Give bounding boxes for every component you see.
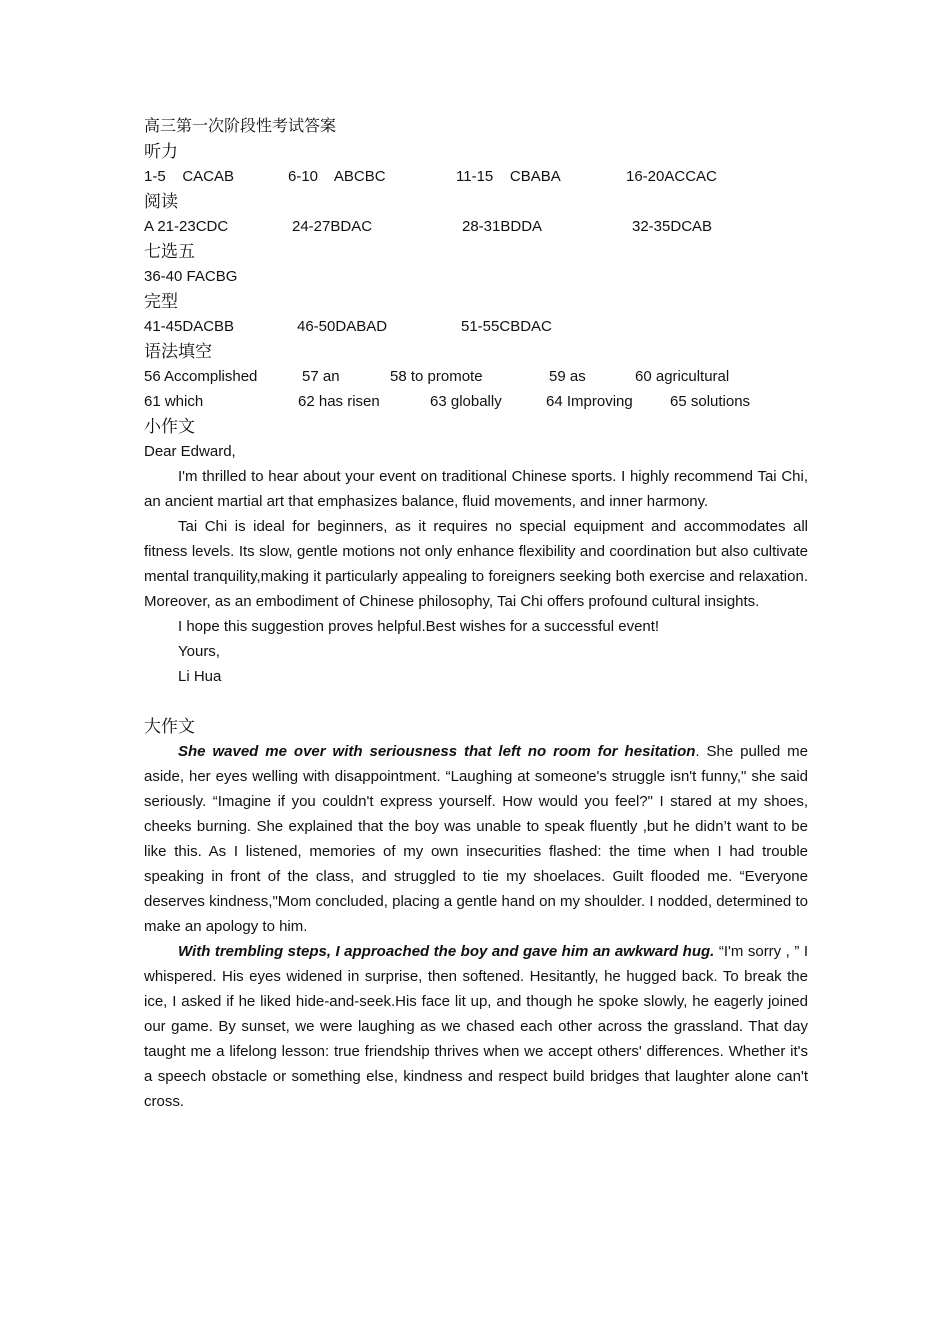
essay-paragraph-2 (144, 939, 808, 1114)
letter-paragraph-3: I hope this suggestion proves helpful.Best wishes for a successful event! (178, 618, 660, 635)
answer-row-seven-choose-five (144, 264, 808, 289)
answer-group: 32-35DCAB (632, 218, 713, 235)
answer-item: 56 Accomplished (144, 368, 258, 385)
answer-item: 61 which (144, 393, 204, 410)
answer-group: 46-50DABAD (297, 318, 388, 335)
answer-item: 58 to promote (390, 368, 483, 385)
section-heading-seven-choose-five: 七选五 (144, 242, 195, 261)
letter-paragraph-2: Tai Chi is ideal for beginners, as it requires no special equipment and accommodates all fitness levels. Its slow, gentle motions not only enhance flexibility and coordination but also cultivate mental tranquility,making it particularly appealing to foreigners seeking both exercise and relaxation. Moreover, as an embodiment of Chinese philosophy, Tai Chi offers profound cultural insights. (144, 518, 808, 610)
section-heading-long-essay: 大作文 (144, 717, 195, 736)
answer-row-listening (144, 164, 808, 189)
answer-item: 62 has risen (298, 393, 380, 410)
answer-item: 64 Improving (546, 393, 633, 410)
answer-group: 24-27BDAC (292, 218, 373, 235)
answer-row-reading (144, 214, 808, 239)
essay-paragraph-1 (144, 739, 808, 939)
page-title: 高三第一次阶段性考试答案 (144, 118, 337, 135)
essay-lead-sentence-2: With trembling steps, I approached the boy and gave him an awkward hug. (178, 943, 715, 960)
answer-item: 59 as (549, 368, 586, 385)
answer-item: 63 globally (430, 393, 502, 410)
answer-group: 1-5 CACAB (144, 168, 235, 185)
section-heading-short-essay: 小作文 (144, 417, 195, 436)
answer-group: 6-10 ABCBC (288, 168, 386, 185)
answer-group: 41-45DACBB (144, 318, 235, 335)
section-heading-listening: 听力 (144, 142, 178, 161)
answer-group: 16-20ACCAC (626, 168, 717, 185)
answer-item: 57 an (302, 368, 340, 385)
spacer (144, 689, 808, 714)
answer-group: 36-40 FACBG (144, 268, 238, 285)
answer-group: 51-55CBDAC (461, 318, 552, 335)
letter-paragraph-1: I'm thrilled to hear about your event on traditional Chinese sports. I highly recommend Tai Chi, an ancient martial art that emphasizes balance, fluid movements, and inner harmony. (144, 468, 808, 510)
section-heading-reading: 阅读 (144, 192, 178, 211)
section-heading-grammar: 语法填空 (144, 342, 212, 361)
letter-signature: Li Hua (178, 668, 222, 685)
answer-item: 60 agricultural (635, 368, 730, 385)
essay-lead-sentence-1: She waved me over with seriousness that left no room for hesitation (178, 743, 696, 760)
document-page (144, 114, 808, 1114)
answer-row-cloze (144, 314, 808, 339)
answer-row-grammar-1 (144, 364, 808, 389)
answer-item: 65 solutions (670, 393, 751, 410)
essay-body-2: “I'm sorry , ” I whispered. His eyes widened in surprise, then softened. Hesitantly, he hugged back. To break the ice, I asked if he liked hide-and-seek.His face lit up, and though he spoke slowly, he eagerly joined our game. By sunset, we were laughing as we chased each other across the grassland. That day taught me a lifelong lesson: true friendship thrives when we accept others' differences. Whether it's a speech obstacle or something else, kindness and respect build bridges that laughter alone can't cross. (144, 943, 808, 1110)
answer-group: 11-15 CBABA (456, 168, 561, 185)
section-heading-cloze: 完型 (144, 292, 178, 311)
letter-greeting: Dear Edward, (144, 443, 236, 460)
answer-group: 28-31BDDA (462, 218, 543, 235)
answer-row-grammar-2 (144, 389, 808, 414)
letter-closing: Yours, (178, 643, 220, 660)
essay-body-1: . She pulled me aside, her eyes welling with disappointment. “Laughing at someone's struggle isn't funny," she said seriously. “Imagine if you couldn't express yourself. How would you feel?" I stared at my shoes, cheeks burning. She explained that the boy was unable to speak fluently ,but he didn’t want to be like this. As I listened, memories of my own insecurities flashed: the time when I had trouble speaking in front of the class, and struggled to tie my shoelaces. Guilt flooded me. “Everyone deserves kindness,"Mom concluded, placing a gentle hand on my shoulder. I nodded, determined to make an apology to him. (144, 743, 808, 935)
answer-group: A 21-23CDC (144, 218, 229, 235)
